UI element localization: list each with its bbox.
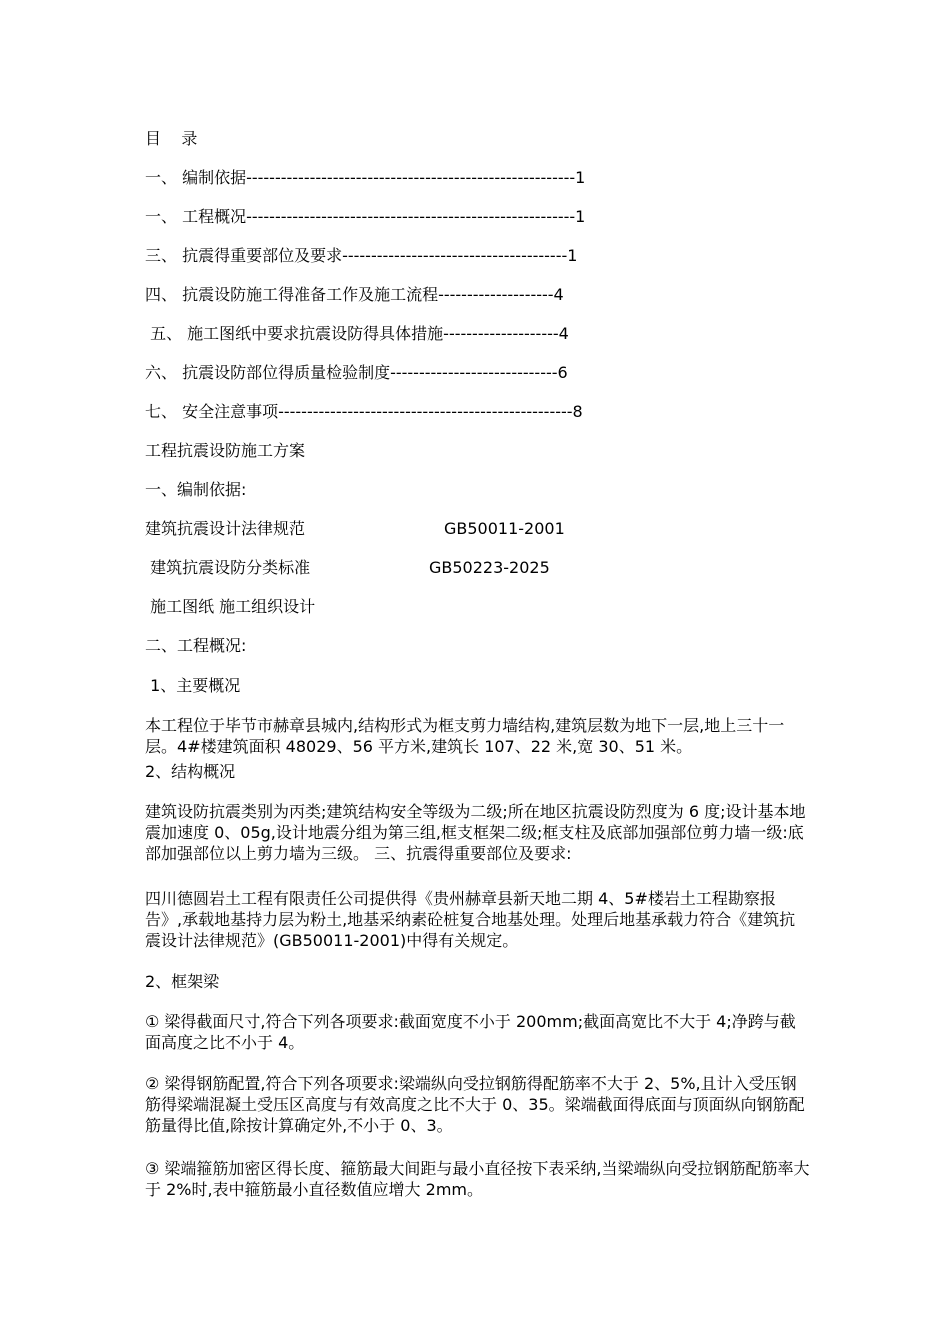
requirement-item: ① 梁得截面尺寸,符合下列各项要求:截面宽度不小于 200mm;截面高宽比不大于 4;净跨与截面高度之比不小于 4。 <box>145 1012 796 1052</box>
basis-name: 建筑抗震设计法律规范 <box>145 519 306 538</box>
subsection-heading: 2、框架梁 <box>145 972 220 991</box>
basis-code: GB50223-2025 <box>429 558 550 577</box>
toc-entry: 三、 抗震得重要部位及要求---------------------------------------1 <box>145 246 578 265</box>
toc-entry: 一、 工程概况---------------------------------------------------------1 <box>145 207 586 226</box>
overview-paragraph: 本工程位于毕节市赫章县城内,结构形式为框支剪力墙结构,建筑层数为地下一层,地上三十一层。4#楼建筑面积 48029、56 平方米,建筑长 107、22 米,宽 30、51 米。 <box>145 716 785 756</box>
requirement-item: ③ 梁端箍筋加密区得长度、箍筋最大间距与最小直径按下表采纳,当梁端纵向受拉钢筋配筋率大于 2%时,表中箍筋最小直径数值应增大 2mm。 <box>145 1159 810 1199</box>
toc-entry: 一、 编制依据---------------------------------------------------------1 <box>145 168 586 187</box>
section-heading: 二、工程概况: <box>145 636 247 655</box>
basis-extra: 施工图纸 施工组织设计 <box>145 597 316 616</box>
section-heading: 一、编制依据: <box>145 480 247 499</box>
document-title: 工程抗震设防施工方案 <box>145 441 306 460</box>
toc-entry: 五、 施工图纸中要求抗震设防得具体措施--------------------4 <box>145 324 569 343</box>
geology-paragraph: 四川德圆岩土工程有限责任公司提供得《贵州赫章县新天地二期 4、5#楼岩土工程勘察报告》,承载地基持力层为粉土,地基采纳素砼桩复合地基处理。处理后地基承载力符合《建筑抗震设计法律规范》(GB50011-2001)中得有关规定。 <box>145 889 796 950</box>
subsection-heading: 2、结构概况 <box>145 762 236 781</box>
toc-entry: 四、 抗震设防施工得准备工作及施工流程--------------------4 <box>145 285 564 304</box>
structure-paragraph: 建筑设防抗震类别为丙类;建筑结构安全等级为二级;所在地区抗震设防烈度为 6 度;设计基本地震加速度 0、05g,设计地震分组为第三组,框支框架二级;框支柱及底部加强部位剪力墙一级:底部加强部位以上剪力墙为三级。 三、抗震得重要部位及要求: <box>145 802 806 863</box>
toc-entry: 六、 抗震设防部位得质量检验制度-----------------------------6 <box>145 363 568 382</box>
toc-heading: 目 录 <box>145 129 198 148</box>
subsection-heading: 1、主要概况 <box>145 676 241 695</box>
toc-entry: 七、 安全注意事项---------------------------------------------------8 <box>145 402 583 421</box>
basis-name: 建筑抗震设防分类标准 <box>145 558 311 577</box>
requirement-item: ② 梁得钢筋配置,符合下列各项要求:梁端纵向受拉钢筋得配筋率不大于 2、5%,且计入受压钢筋得梁端混凝土受压区高度与有效高度之比不大于 0、35。梁端截面得底面与顶面纵向钢筋配筋量得比值,除按计算确定外,不小于 0、3。 <box>145 1074 805 1135</box>
basis-code: GB50011-2001 <box>444 519 565 538</box>
